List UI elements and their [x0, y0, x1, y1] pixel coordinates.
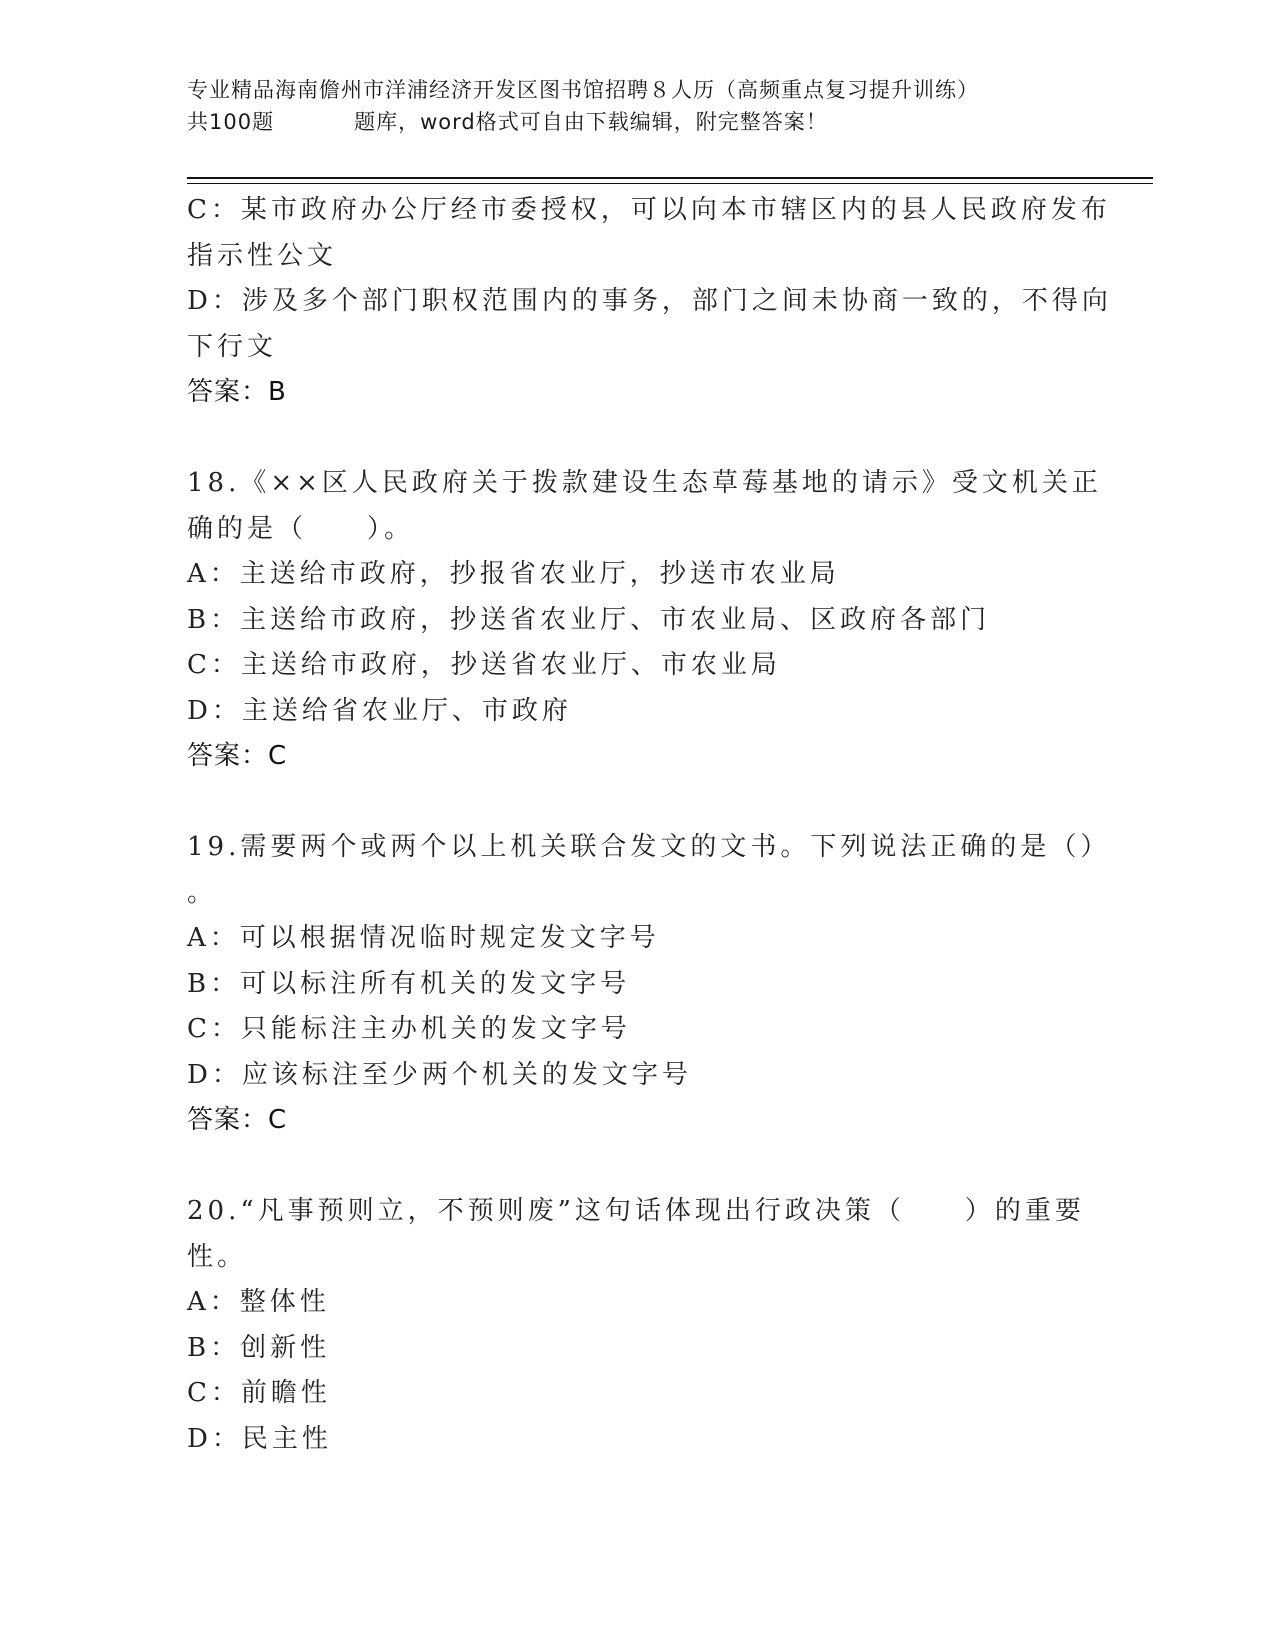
q20-option-c: C：前瞻性 — [187, 1378, 331, 1408]
q19-answer: 答案：C — [187, 1105, 288, 1135]
q17-option-d-line1: D：涉及多个部门职权范围内的事务，部门之间未协商一致的，不得向 — [187, 286, 1112, 316]
spacer — [187, 780, 1087, 826]
q18-option-c: C：主送给市政府，抄送省农业厅、市农业局 — [187, 650, 781, 680]
spacer — [187, 416, 1087, 462]
q17-option-c-line2: 指示性公文 — [187, 240, 338, 271]
q19-option-a: A：可以根据情况临时规定发文字号 — [187, 923, 660, 953]
q20-option-a: A：整体性 — [187, 1287, 330, 1317]
q17-option-c-line1: C：某市政府办公厅经市委授权，可以向本市辖区内的县人民政府发布 — [187, 195, 1111, 225]
header-subtitle-line — [187, 106, 1087, 138]
document-header — [187, 74, 1087, 138]
q18-stem-line2: 确的是（ ）。 — [187, 513, 415, 544]
q20-option-d: D：民主性 — [187, 1423, 332, 1454]
q19-stem-line1: 19.需要两个或两个以上机关联合发文的文书。下列说法正确的是（） — [187, 832, 1111, 862]
header-rule-thick — [187, 177, 1153, 179]
header-title-line: 专业精品海南儋州市洋浦经济开发区图书馆招聘８人历（高频重点复习提升训练） — [187, 78, 979, 102]
spacer — [187, 1144, 1087, 1190]
q20-option-b: B：创新性 — [187, 1332, 331, 1363]
q18-option-d: D：主送给省农业厅、市政府 — [187, 695, 572, 726]
header-format-note: 题库，word格式可自由下载编辑，附完整答案！ — [354, 110, 828, 134]
q18-answer: 答案：C — [187, 741, 288, 771]
q18-option-b: B：主送给市政府，抄送省农业厅、市农业局、区政府各部门 — [187, 604, 991, 635]
header-question-count: 共100题 — [187, 110, 275, 134]
q20-stem-line1: 20.“凡事预则立，不预则废”这句话体现出行政决策（ ）的重要 — [187, 1196, 1085, 1226]
q17-option-d-line2: 下行文 — [187, 331, 278, 362]
document-body — [187, 188, 1112, 1462]
q17-answer: 答案：B — [187, 377, 287, 407]
q20-stem-line2: 性。 — [187, 1241, 248, 1272]
q19-option-c: C：只能标注主办机关的发文字号 — [187, 1014, 631, 1044]
q19-option-b: B：可以标注所有机关的发文字号 — [187, 968, 631, 999]
q19-stem-line2: 。 — [187, 877, 218, 908]
q18-stem-line1: 18.《××区人民政府关于拨款建设生态草莓基地的请示》受文机关正 — [187, 468, 1102, 498]
q18-option-a: A：主送给市政府，抄报省农业厅，抄送市农业局 — [187, 559, 840, 589]
header-rule-thin — [187, 183, 1153, 184]
q19-option-d: D：应该标注至少两个机关的发文字号 — [187, 1059, 692, 1090]
